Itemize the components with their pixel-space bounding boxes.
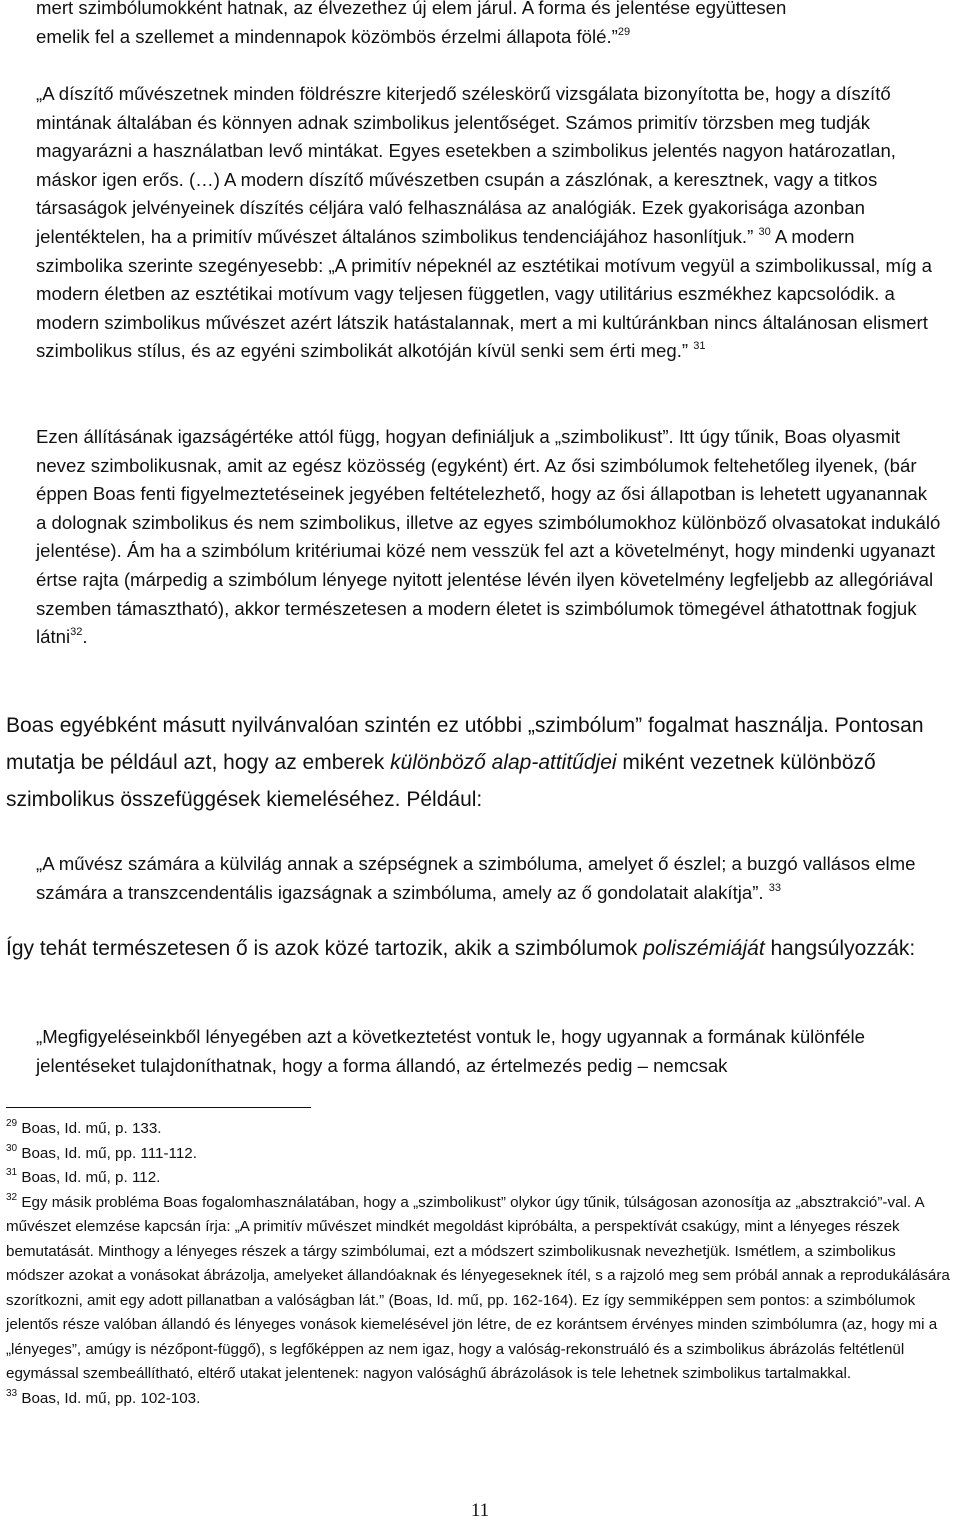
quote-block-3 [36, 423, 941, 652]
quote-block-2 [36, 80, 941, 366]
footnote-29: $^{29}$ Boas, Id. mű, p. 133. [6, 1118, 162, 1137]
quote-5-text: „Megfigyeléseinkből lényegében azt a következtetést vontuk le, hogy ugyannak a formának különféle jelentéseket tulajdoníthatnak, hogy a forma állandó, az értelmezés pedig – nemcsak [36, 1026, 865, 1076]
body-paragraph-2: Így tehát természetesen ő is azok közé tartozik, akik a szimbólumok poliszémiáját hangsúlyozzák: [6, 937, 916, 960]
quote-1-line-1: mert szimbólumokként hatnak, az élvezethez új elem járul. A forma és jelentése együttesen [36, 0, 787, 18]
footnote-32: $^{32}$ Egy másik probléma Boas fogalomhasználatában, hogy a „szimbolikust” olykor úgy tűnik, túlságosan azonosítja az „absztrakció”-val. A művészet elemzése kapcsán írja: „A primitív művészet mindkét megoldást kipróbálta, a perspektívát csakúgy, mint a lényeges részek bemutatását. Minthogy a lényeges részek a tárgy szimbólumai, ezt a módszert szimbolikusnak nevezhetjük. Ismétlem, a szimbolikus módszer azokat a vonásokat ábrázolja, amelyeket állandóaknak és lényegeseknek ítél, s a rajzoló meg sem próbál annak a reprodukálására szorítkozni, amit egy adott pillanatban a valóságban lát.” (Boas, Id. mű, pp. 162-164). Ez így semmiképpen sem pontos: a szimbólumok jelentős része valóban állandó és lényeges vonások kiemelésével jön létre, de ez korántsem érvényes minden szimbólumra (az, hogy mi a „lényeges”, amúgy is nézőpont-függő), s legfőképpen az nem igaz, hogy a valóság-rekonstruáló és a szimbolikus ábrázolás feltétlenül egymással szembeállítható, eltérő utakat jelentenek: nagyon valósághű ábrázolások is tele lehetnek szimbolikus tartalmakkal. [6, 1191, 950, 1382]
emphasis-polysemy: poliszémiáját [643, 937, 765, 960]
footnote-ref-32: 32 [70, 626, 83, 639]
footnotes [6, 1117, 956, 1411]
footnote-ref-29: 29 [617, 25, 631, 38]
footnote-ref-33: 33 [768, 881, 782, 894]
body-paragraph-1: Boas egyébként másutt nyilvánvalóan szintén ez utóbbi „szimbólum” fogalmat használja. Pontosan mutatja be például azt, hogy az emberek különböző alap-attitűdjei miként vezetnek különböző szimbolikus összefüggések kiemeléséhez. Például: [6, 714, 924, 811]
quote-3-text: Ezen állításának igazságértéke attól függ, hogyan definiáljuk a „szimbolikust”. Itt úgy tűnik, Boas olyasmit nevez szimbolikusnak, amit az egész közösség (egyként) ért. Az ősi szimbólumok feltehetőleg ilyenek, (bár éppen Boas fenti figyelmeztetéseinek jegyében feltételezhető, hogy az ősi állapotban is lehetett ugyanannak a dolognak szimbolikus és nem szimbolikus, illetve az egyes szimbólumokhoz különböző olvasatokat indukáló jelentése). Ám ha a szimbólum kritériumai közé nem vesszük fel azt a követelményt, hogy mindenki ugyanazt értse rajta (márpedig a szimbólum lényege nyitott jelentése lévén ilyen követelmény legfeljebb az allegóriával szemben támasztható), akkor természetesen a modern életet is szimbólumok tömegével áthatottnak fogjuk látni$^{32}$. [36, 426, 941, 648]
quote-block-4 [36, 850, 941, 907]
quote-4-text: „A művész számára a külvilág annak a szépségnek a szimbóluma, amelyet ő észlel; a buzgó vallásos elme számára a transzcendentális igazságnak a szimbóluma, amely az ő gondolatait alakítja”. $^{33}$ [36, 853, 916, 903]
quote-block-1 [36, 0, 941, 51]
footnote-31: $^{31}$ Boas, Id. mű, p. 112. [6, 1167, 161, 1186]
quote-1-line-2: emelik fel a szellemet a mindennapok közömbös érzelmi állapota fölé.”$^{29}$ [36, 25, 631, 47]
quote-block-5 [36, 1023, 941, 1080]
page-number: 11 [470, 1500, 490, 1521]
footnote-33: $^{33}$ Boas, Id. mű, pp. 102-103. [6, 1387, 201, 1407]
footnote-ref-31: 31 [693, 340, 706, 353]
emphasis-attitudes: különböző alap-attitűdjei [390, 751, 617, 774]
footnote-30: $^{30}$ Boas, Id. mű, pp. 111-112. [6, 1142, 197, 1162]
footnote-separator [6, 1107, 311, 1108]
footnote-ref-30: 30 [758, 225, 771, 238]
quote-2-text: „A díszítő művészetnek minden földrészre kiterjedő széleskörű vizsgálata bizonyította be, hogy a díszítő mintának általában és könnyen adnak szimbolikus jelentőséget. Számos primitív törzsben meg tudják magyarázni a használatban levő mintákat. Egyes esetekben a szimbolikus jelentés nagyon határozatlan, máskor igen erős. (…) A modern díszítő művészetben csupán a zászlónak, a keresztnek, vagy a titkos társaságok jelvényeinek díszítés céljára való felhasználása az analógiák. Ezek gyakorisága azonban jelentéktelen, ha a primitív művészet általános szimbolikus tendenciájához hasonlítjuk.” $^{30}$ A modern szimbolika szerinte szegényesebb: „A primitív népeknél az esztétikai motívum vegyül a szimbolikussal, míg a modern életben az esztétikai motívum vagy teljesen független, vagy utilitárius eszmékhez kapcsolódik. a modern szimbolikus művészet azért látszik hatástalannak, mert a mi kultúránkban nincs általánosan elismert szimbolikus stílus, és az egyéni szimbolikát alkotóján kívül senki sem érti meg.” $^{31}$ [36, 83, 932, 362]
